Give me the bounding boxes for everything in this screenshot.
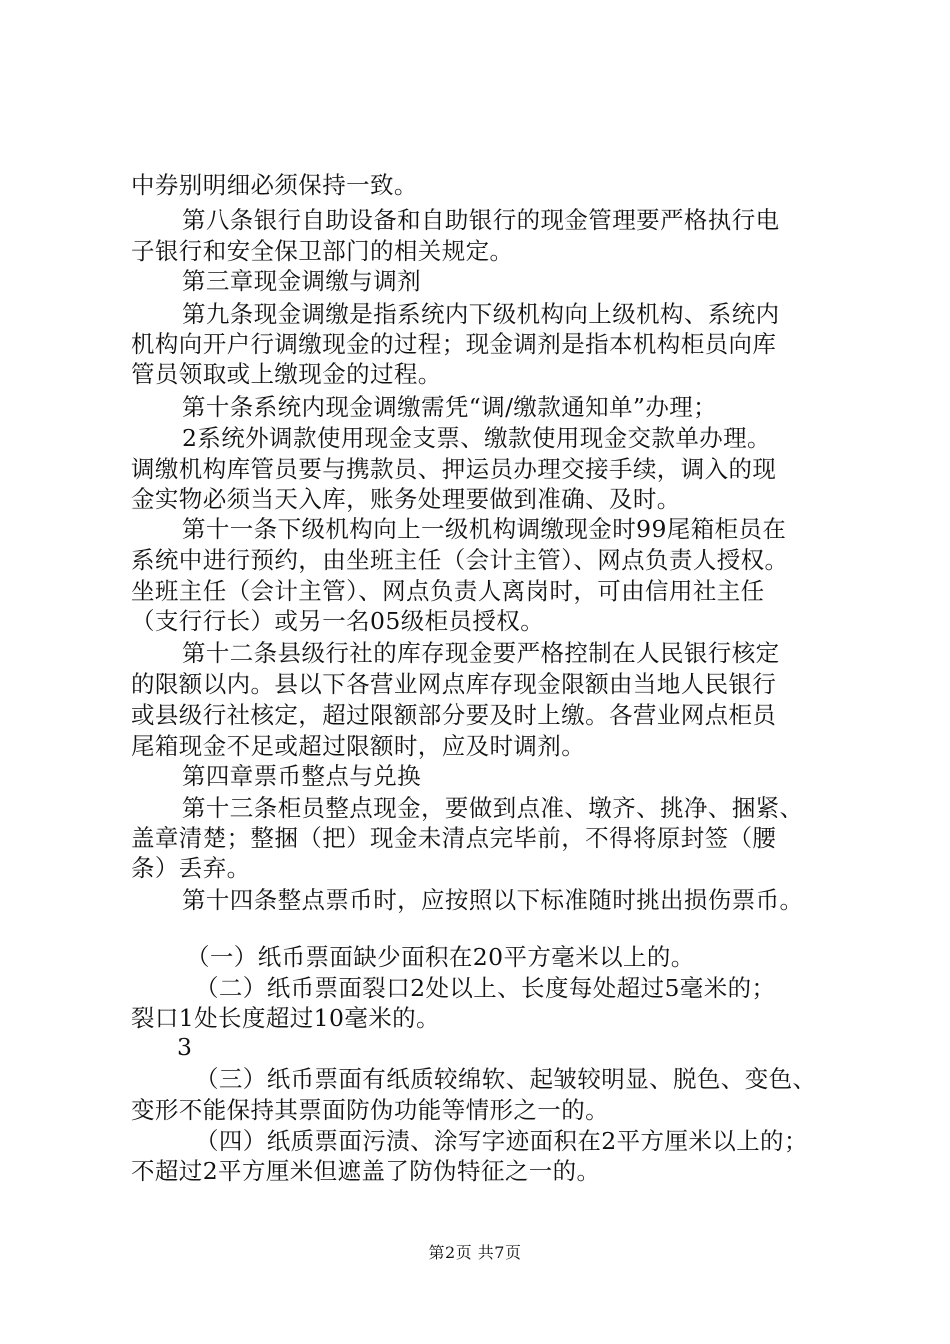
text-line: 金实物必须当天入库，账务处理要做到准确、及时。 bbox=[131, 485, 681, 513]
text-line: 子银行和安全保卫部门的相关规定。 bbox=[131, 237, 514, 265]
text-line: 系统中进行预约，由坐班主任（会计主管）、网点负责人授权。 bbox=[131, 546, 789, 574]
text-line: 盖章清楚；整捆（把）现金未清点完毕前，不得将原封签（腰 bbox=[131, 824, 777, 852]
list-item: （二）纸币票面裂口2处以上、长度每处超过5毫米的； bbox=[195, 974, 776, 1002]
text-line: 第十条系统内现金调缴需凭“调/缴款通知单”办理； bbox=[182, 393, 718, 421]
text-line: 条）丢弃。 bbox=[131, 854, 251, 882]
chapter-heading: 第三章现金调缴与调剂 bbox=[182, 267, 421, 295]
text-line: 机构向开户行调缴现金的过程；现金调剂是指本机构柜员向库 bbox=[131, 330, 777, 358]
list-item: （三）纸币票面有纸质较绵软、起皱较明显、脱色、变色、 bbox=[195, 1065, 817, 1093]
text-line: 尾箱现金不足或超过限额时，应及时调剂。 bbox=[131, 732, 586, 760]
text-line: 中券别明细必须保持一致。 bbox=[131, 171, 418, 199]
page-footer: 第2页 共7页 bbox=[428, 1243, 522, 1262]
text-line: 或县级行社核定，超过限额部分要及时上缴。各营业网点柜员 bbox=[131, 701, 777, 729]
list-item: （一）纸币票面缺少面积在20平方毫米以上的。 bbox=[186, 943, 695, 971]
text-line: 坐班主任（会计主管）、网点负责人离岗时，可由信用社主任 bbox=[131, 577, 765, 605]
text-line: 变形不能保持其票面防伪功能等情形之一的。 bbox=[131, 1096, 609, 1124]
text-line: （支行行长）或另一名05级柜员授权。 bbox=[131, 607, 545, 635]
text-line: 裂口1处长度超过10毫米的。 bbox=[131, 1004, 440, 1032]
text-line: 第十三条柜员整点现金，要做到点准、墩齐、挑净、捆紧、 bbox=[182, 794, 804, 822]
page-marker: 3 bbox=[177, 1033, 193, 1061]
text-line: 第九条现金调缴是指系统内下级机构向上级机构、系统内 bbox=[182, 300, 780, 328]
text-line: 不超过2平方厘米但遮盖了防伪特征之一的。 bbox=[131, 1157, 601, 1185]
text-line: 的限额以内。县以下各营业网点库存现金限额由当地人民银行 bbox=[131, 670, 777, 698]
text-line: 第八条银行自助设备和自助银行的现金管理要严格执行电 bbox=[182, 206, 780, 234]
text-line: 第十四条整点票币时，应按照以下标准随时挑出损伤票币。 bbox=[182, 886, 804, 914]
text-line: 管员领取或上缴现金的过程。 bbox=[131, 360, 442, 388]
list-item: （四）纸质票面污渍、涂写字迹面积在2平方厘米以上的； bbox=[195, 1127, 808, 1155]
chapter-heading: 第四章票币整点与兑换 bbox=[182, 762, 421, 790]
text-line: 2系统外调款使用现金支票、缴款使用现金交款单办理。 bbox=[182, 424, 771, 452]
text-line: 第十一条下级机构向上一级机构调缴现金时99尾箱柜员在 bbox=[182, 515, 787, 543]
text-line: 第十二条县级行社的库存现金要严格控制在人民银行核定 bbox=[182, 639, 780, 667]
text-line: 调缴机构库管员要与携款员、押运员办理交接手续，调入的现 bbox=[131, 455, 777, 483]
